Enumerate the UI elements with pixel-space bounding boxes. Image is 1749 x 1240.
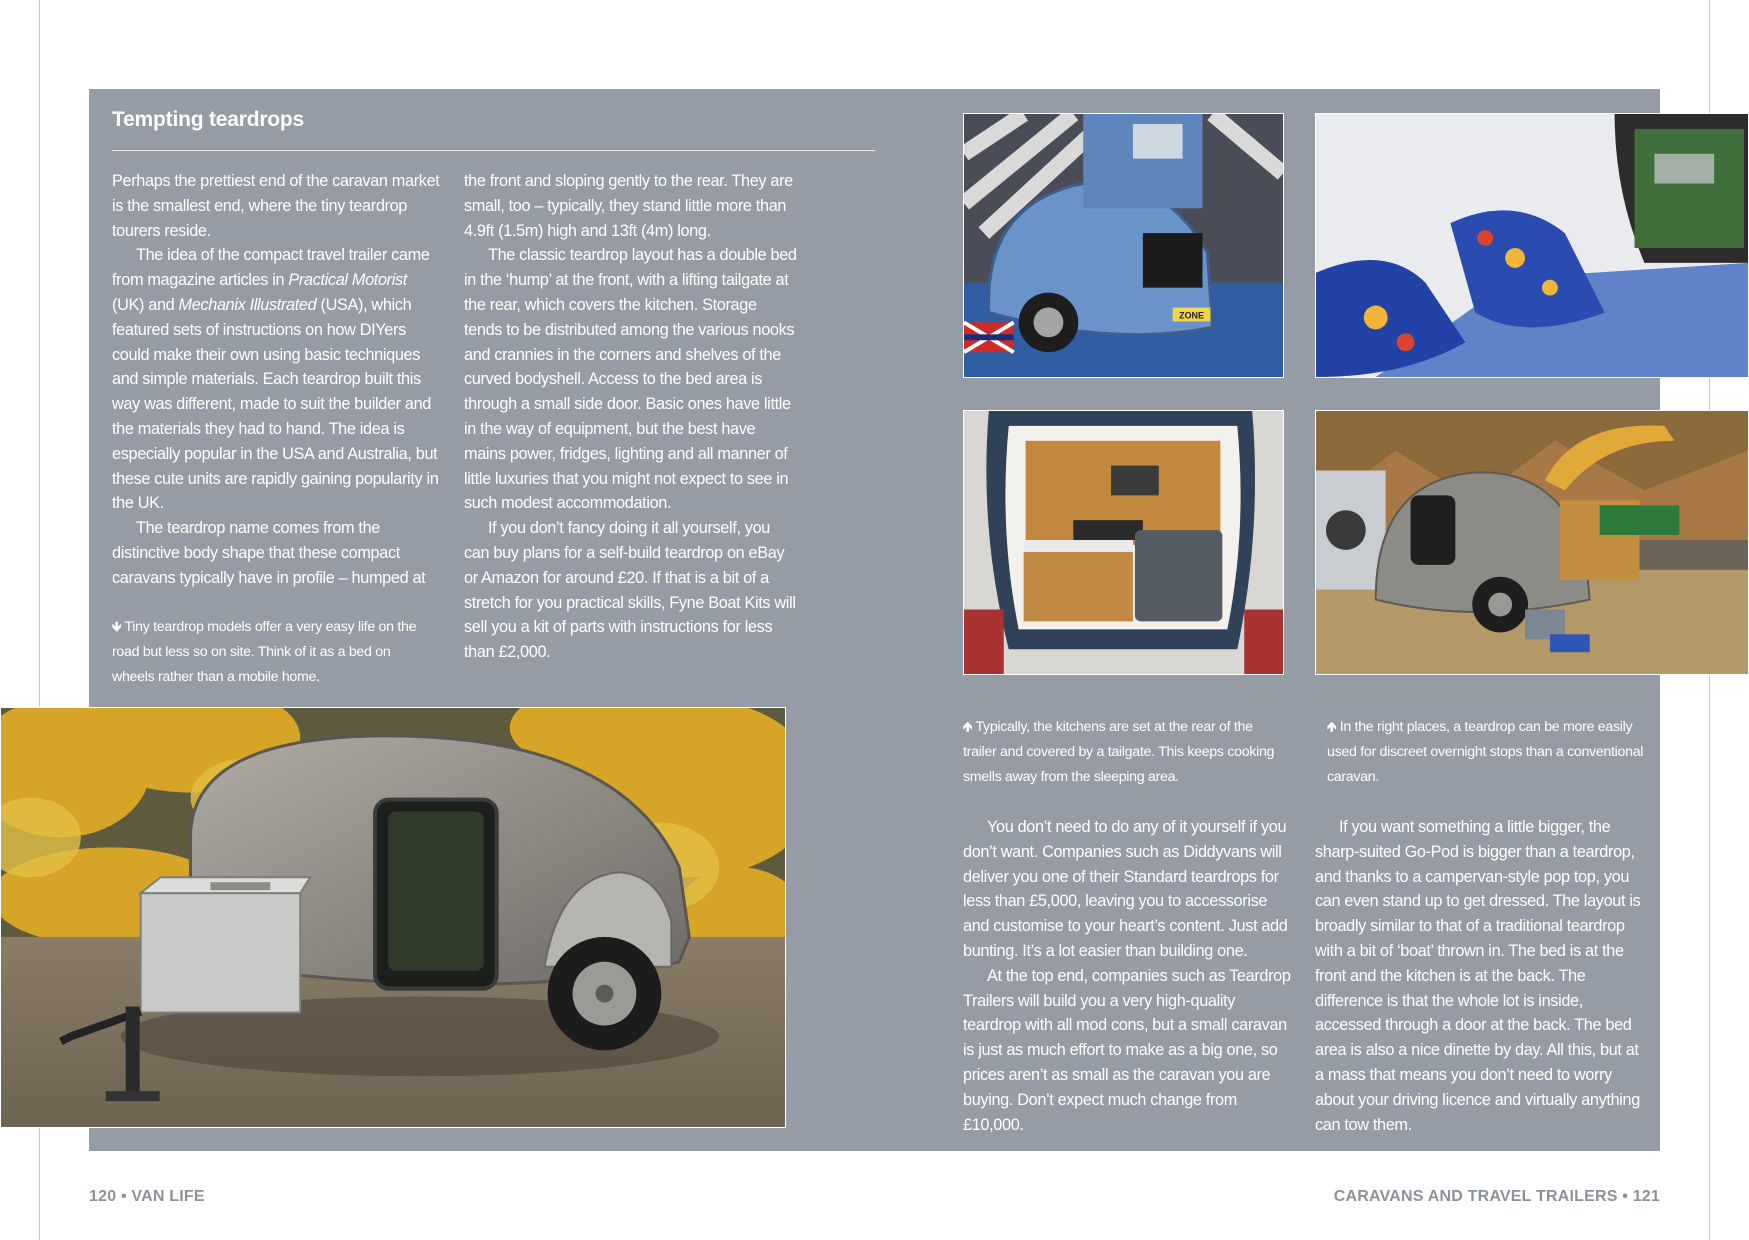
photo-bed-interior	[1315, 113, 1749, 378]
paragraph: If you want something a little bigger, the sharp-suited Go-Pod is bigger than a teardrop, and thanks to a campervan-style pop top, you can even stand up to get dressed. The layout is broadly similar to that of a traditional teardrop with a bit of ‘boat’ thrown in. The bed is at the front and the kitchen is at the back. The difference is that the whole lot is inside, accessed through a door at the back. The bed area is also a nice dinette by day. All this, but at a mass that means you don’t need to worry about your driving licence and virtually anything can tow them.	[1315, 818, 1641, 1134]
arrow-up-icon: 🡹	[963, 719, 973, 734]
caption-kitchen-photo: 🡹 Typically, the kitchens are set at the rear of the trailer and covered by a tailgate. This keeps cooking smells away from the sleeping area.	[963, 719, 1275, 785]
number-plate-text: ZONE	[1179, 310, 1204, 321]
text-column-2	[464, 169, 797, 665]
text-column-1	[112, 169, 442, 591]
paragraph: You don’t need to do any of it yourself if you don’t want. Companies such as Diddyvans will deliver you one of their Standard teardrops for less than £5,000, leaving you to accessorise and customise to your heart’s content. Just add bunting. It’s a lot easier than building one.	[963, 818, 1288, 960]
paragraph: The idea of the compact travel trailer came from magazine articles in Practical Motorist (UK) and Mechanix Illustrated (USA), which featured sets of instructions on how DIYers could make their own using basic techniques and simple materials. Each teardrop built this way was different, made to suit the builder and the materials they had to hand. The idea is especially popular in the USA and Australia, but these cute units are rapidly gaining popularity in the UK.	[112, 246, 439, 513]
arrow-up-icon: 🡹	[1327, 719, 1337, 734]
paragraph: The classic teardrop layout has a double bed in the ‘hump’ at the front, with a lifting tailgate at the rear, which covers the kitchen. Storage tends to be distributed among the various nooks and crannies in the corners and shelves of the curved bodyshell. Access to the bed area is through a small side door. Basic ones have little in the way of equipment, but the best have mains power, fridges, lighting and all manner of little luxuries that you might not expect to see in such modest accommodation.	[464, 246, 797, 513]
photo-teardrop-campsite	[1315, 410, 1749, 675]
photo-teardrop-kitchen	[963, 410, 1284, 675]
paragraph: the front and sloping gently to the rear. They are small, too – typically, they stand little more than 4.9ft (1.5m) high and 13ft (4m) long.	[464, 172, 793, 240]
section-heading: Tempting teardrops	[112, 108, 305, 131]
caption-campsite-photo: 🡹 In the right places, a teardrop can be more easily used for discreet overnight stops than a conventional caravan.	[1327, 719, 1644, 785]
heading-divider	[112, 150, 875, 151]
photo-teardrop-trailer	[0, 707, 786, 1128]
paragraph: If you don’t fancy doing it all yourself, you can buy plans for a self-build teardrop on eBay or Amazon for around £20. If that is a bit of a stretch for you practical skills, Fyne Boat Kits will sell you a kit of parts with instructions for less than £2,000.	[464, 519, 796, 662]
paragraph: At the top end, companies such as Teardrop Trailers will build you a very high-quality teardrop with all mod cons, but a small caravan is just as much effort to make as a big one, so prices aren’t as small as the caravan you are buying. Don’t expect much change from £10,000.	[963, 966, 1291, 1134]
text-column-4	[1315, 815, 1645, 1137]
footer-left-folio: 120 • VAN LIFE	[89, 1188, 205, 1205]
footer-right-folio: CARAVANS AND TRAVEL TRAILERS • 121	[1333, 1188, 1660, 1205]
caption-main-photo: 🡻 Tiny teardrop models offer a very easy life on the road but less so on site. Think of it as a bed on wheels rather than a mobile home.	[112, 619, 417, 685]
paragraph: The teardrop name comes from the distinctive body shape that these compact caravans typically have in profile – humped at	[112, 519, 426, 587]
text-column-3	[963, 815, 1295, 1137]
photo-blue-teardrop-show	[963, 113, 1284, 378]
paragraph: Perhaps the prettiest end of the caravan market is the smallest end, where the tiny teardrop tourers reside.	[112, 172, 440, 240]
arrow-down-icon: 🡻	[112, 619, 122, 634]
